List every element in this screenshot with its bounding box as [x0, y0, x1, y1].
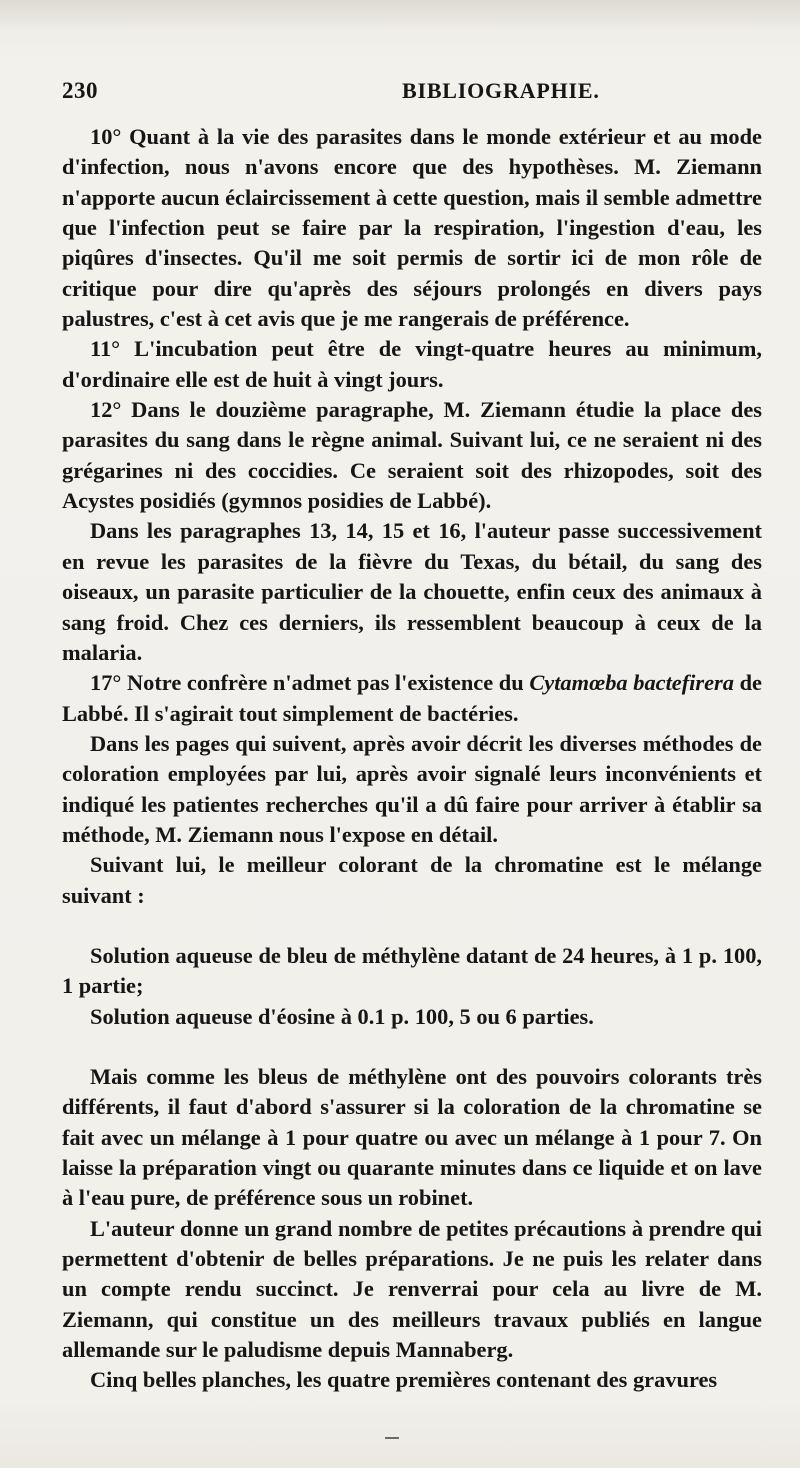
paragraph-colorant: Suivant lui, le meilleur colorant de la chromatine est le mélange suivant : — [62, 852, 762, 908]
formula-line-2: Solution aqueuse d'éosine à 0.1 p. 100, 5 ou 6 parties. — [90, 1003, 594, 1029]
paragraph-17 — [62, 668, 762, 729]
body-text — [62, 122, 762, 1396]
formula-line-1: Solution aqueuse de bleu de méthylène datant de 24 heures, à 1 p. 100, 1 partie; — [62, 942, 762, 999]
paragraph-10: 10° Quant à la vie des parasites dans le monde extérieur et au mode d'infection, nous n'avons encore que des hypothèses. M. Ziemann n'apporte aucun éclaircissement à cette question, mais il semble admettre que l'infection peut se faire par la respiration, l'ingestion d'eau, les piqûres d'insectes. Qu'il me soit permis de sortir ici de mon rôle de critique pour dire qu'après des séjours prolongés en divers pays palustres, c'est à cet avis que je me rangerais de préférence. — [62, 124, 762, 332]
paragraph-methods: Dans les pages qui suivent, après avoir décrit les diverses méthodes de coloration employées par lui, après avoir signalé leurs inconvénients et indiqué les patientes recherches qu'il a dû faire pour arriver à établir sa méthode, M. Ziemann nous l'expose en détail. — [62, 730, 762, 847]
paragraph-17-start: 17° Notre confrère n'admet pas l'existence du — [90, 670, 530, 696]
paragraph-17-end: de Labbé. Il s'agirait tout simplement de bactéries. — [62, 670, 762, 726]
paragraph-13-16: Dans les paragraphes 13, 14, 15 et 16, l'auteur passe successivement en revue les parasites de la fièvre du Texas, du bétail, du sang des oiseaux, un parasite particulier de la chouette, enfin ceux des animaux à sang froid. Chez ces derniers, ils ressemblent beaucoup à ceux de la malaria. — [62, 518, 762, 665]
paragraph-procedure: Mais comme les bleus de méthylène ont des pouvoirs colorants très différents, il faut d'abord s'assurer si la coloration de la chromatine se fait avec un mélange à 1 pour quatre ou avec un mélange à 1 pour 7. On laisse la préparation vingt ou quarante minutes dans ce liquide et on lave à l'eau pure, de préférence sous un robinet. — [62, 1063, 762, 1211]
paragraph-11: 11° L'incubation peut être de vingt-quatre heures au minimum, d'ordinaire elle est de huit à vingt jours. — [62, 336, 762, 392]
running-title: BIBLIOGRAPHIE. — [402, 78, 600, 103]
stain-formula — [62, 941, 762, 1032]
paragraph-planches: Cinq belles planches, les quatre premières contenant des gravures — [90, 1367, 718, 1393]
page-number: 230 — [62, 78, 98, 103]
page-mark — [385, 1437, 399, 1439]
paragraph-12: 12° Dans le douzième paragraphe, M. Ziemann étudie la place des parasites du sang dans le règne animal. Suivant lui, ce ne seraient ni des grégarines ni des coccidies. Ce seraient soit des rhizopodes, soit des Acystes posidiés (gymnos posidies de Labbé). — [62, 397, 762, 514]
species-name: Cytamœba bactefirera — [529, 670, 734, 696]
paragraph-precautions: L'auteur donne un grand nombre de petites précautions à prendre qui permettent d'obtenir de belles préparations. Je ne puis les relater dans un compte rendu succinct. Je renverrai pour cela au livre de M. Ziemann, qui constitue un des meilleurs travaux publiés en langue allemande sur le paludisme depuis Mannaberg. — [62, 1215, 762, 1363]
page-header — [62, 78, 762, 112]
